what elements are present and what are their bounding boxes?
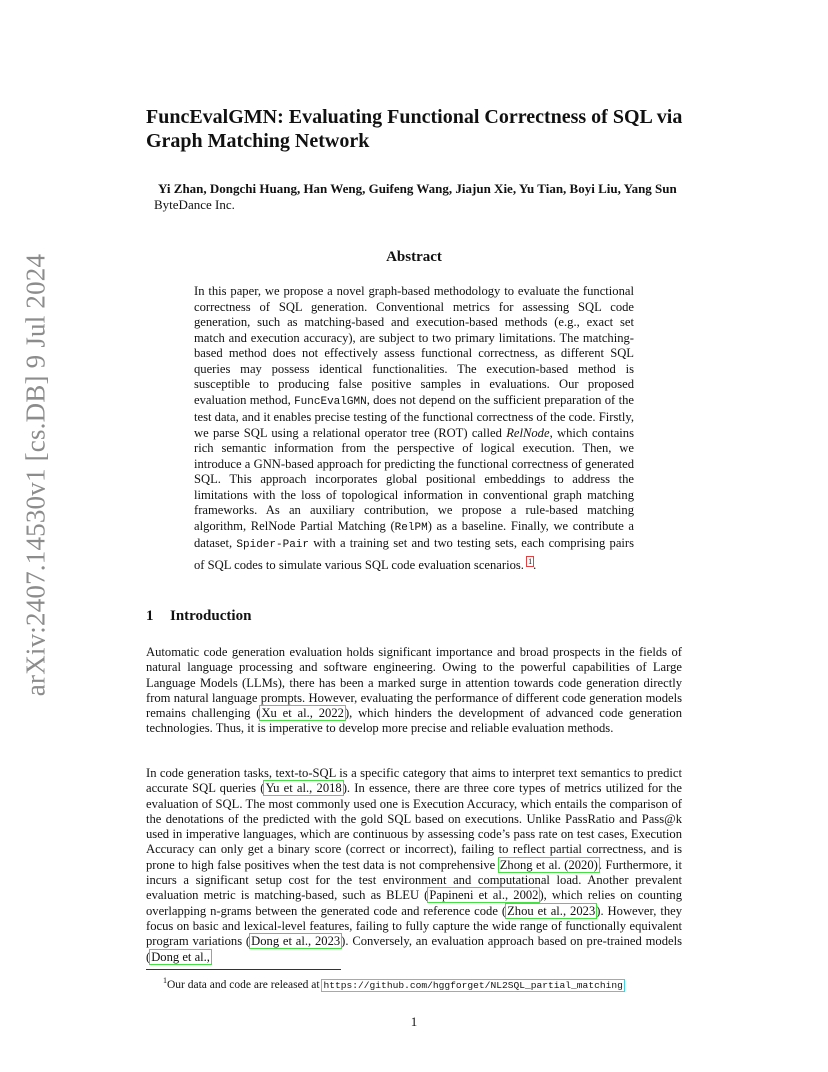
paragraph-text: In code generation tasks, text-to-SQL is a specific category that aims to interpret text semantics to predict accurate SQL queries ( [146,766,682,796]
citation-link[interactable]: Dong et al., [151,949,210,964]
author-list: Yi Zhan, Dongchi Huang, Han Weng, Guifeng Wang, Jiajun Xie, Yu Tian, Boyi Liu, Yang Sun [158,181,677,196]
abstract-heading: Abstract [386,249,442,265]
paragraph-text: Automatic code generation evaluation holds significant importance and broad prospects in the fields of natural language processing and software engineering. Owing to the powerful capabilities of Large Language Models (LLMs), there has been a marked surge in attention towards code generation directly from natural language prompts. However, evaluating the performance of different code generation models remains challenging ( [146,645,682,721]
paragraph-text: ). Conversely, an evaluation approach based on pre-trained models ( [146,934,682,964]
footnote-text: Our data and code are released at [167,978,323,991]
footnote [163,974,624,993]
intro-paragraph-2 [146,766,682,965]
affiliation: ByteDance Inc. [154,197,235,212]
section-heading-introduction [146,608,251,625]
citation-link[interactable]: Xu et al., 2022 [261,706,344,721]
citation-link[interactable]: Papineni et al., 2002 [429,888,539,903]
citation-link[interactable]: Yu et al., 2018 [265,781,342,796]
footnote-divider [146,969,341,970]
code-spider-pair: Spider-Pair [236,539,310,551]
abstract-text: ) as a baseline. Finally, we contribute a dataset, [194,518,634,550]
paper-title: FuncEvalGMN: Evaluating Functional Correctness of SQL via Graph Matching Network [146,106,683,152]
code-relpm: RelPM [394,521,428,534]
citation-link[interactable]: Zhong et al. (2020) [499,857,598,872]
page-number: 1 [410,1014,418,1029]
intro-paragraph-1 [146,645,682,737]
repository-url-link[interactable]: https://github.com/hggforget/NL2SQL_partial_matching [323,979,623,991]
footnote-mark: 1 [163,976,167,985]
citation-link[interactable]: Dong et al., 2023 [251,934,341,949]
section-title: Introduction [170,608,252,624]
abstract-text: , which contains rich semantic information from the perspective of logical execution. Then, we introduce a GNN-based approach for predicting the functional correctness of generated SQL. This approach incorporates global positional embeddings to address the limitations with the loss of topological information in conventional graph matching frameworks. As an auxiliary contribution, we propose a rule-based matching algorithm, RelNode Partial Matching ( [194,425,634,533]
section-number: 1 [146,608,154,624]
abstract-text: with a training set and two testing sets, each comprising pairs of SQL codes to simulate various SQL code evaluation scenarios. [194,536,634,572]
citation-link[interactable]: Zhou et al., 2023 [507,903,596,918]
paragraph-text: ), which hinders the development of advanced code generation technologies. Thus, it is imperative to develop more precise and reliable evaluation methods. [146,706,683,736]
code-funcevalgmn: FuncEvalGMN [294,395,367,408]
paragraph-text: ). In essence, there are three core types of metrics utilized for the evaluation of SQL. The most commonly used one is Execution Accuracy, which entails the comparison of the denotations of the predicted with the gold SQL based on executions. Unlike PassRatio and Pass@k used in imperative languages, which are continuous by assessing code’s pass rate on test cases, Execution Accuracy can only get a binary score (correct or incorrect), failing to reflect partial correctness, and is prone to high false positives when the test data is not comprehensive [146,781,682,872]
arxiv-identifier-stamp[interactable]: arXiv:2407.14530v1 [cs.DB] 9 Jul 2024 [20,253,51,697]
abstract-text: . [533,557,537,572]
relnode-term: RelNode [506,425,550,440]
abstract-text: , does not depend on the sufficient preparation of the test data, and it enables precise testing of the functional correctness of the code. Firstly, we parse SQL using a relational operator tree (ROT) called [194,392,634,440]
paragraph-text: . Furthermore, it incurs a significant setup cost for the test environment and computational load. Another prevalent evaluation metric is matching-based, such as BLEU ( [146,857,682,903]
paragraph-text: ). However, they focus on basic and lexical-level features, failing to fully capture the wide range of functionally equivalent program variations ( [146,903,682,949]
paragraph-text: ), which relies on counting overlapping n-grams between the generated code and reference code ( [146,888,682,918]
abstract-body [194,284,634,573]
abstract-text: In this paper, we propose a novel graph-based methodology to evaluate the functional correctness of SQL generation. Conventional metrics for assessing SQL code generation, such as matching-based and execution-based methods (e.g., exact set match and execution accuracy), are subject to two primary limitations. The matching-based method does not effectively assess functional correctness, as different SQL queries may possess identical functionalities. The execution-based method is susceptible to producing false positive samples in evaluations. Our proposed evaluation method, [194,284,634,407]
footnote-ref-link[interactable]: 1 [528,556,533,566]
